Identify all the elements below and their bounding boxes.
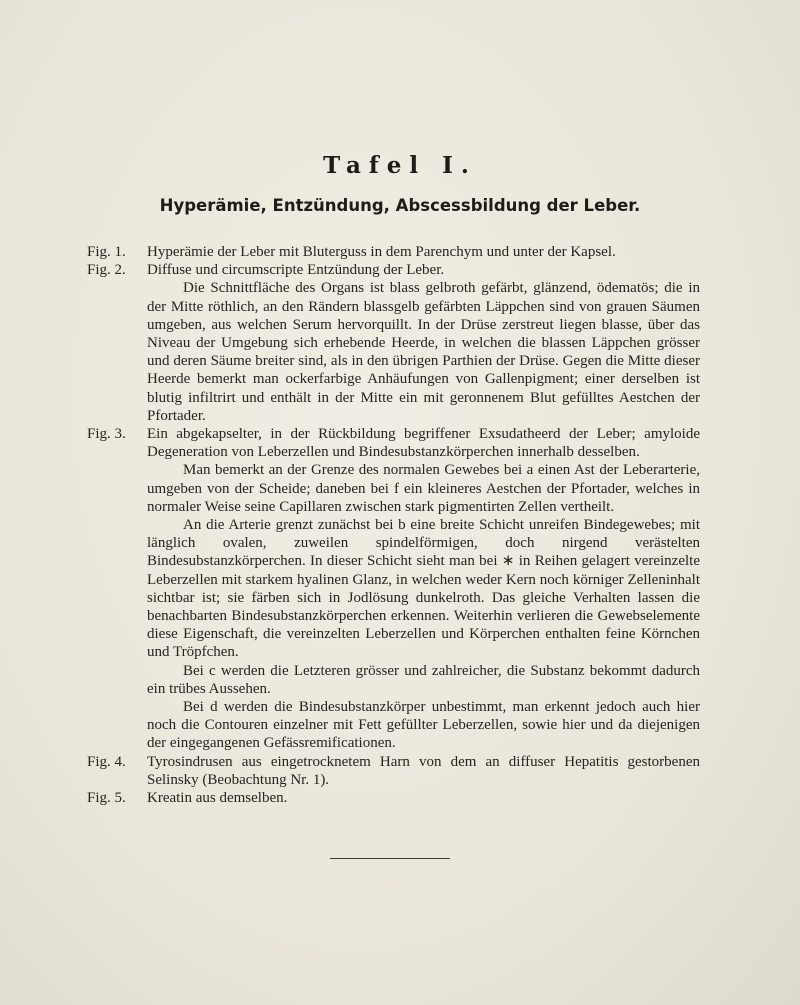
figure-caption: Tyrosindrusen aus eingetrocknetem Harn von dem an diffuser Hepatitis gestorbenen Selinsky (Beobachtung Nr. 1).	[147, 753, 700, 788]
figure-caption: Kreatin aus demselben.	[147, 790, 288, 807]
figure-label: Fig. 1.	[87, 244, 126, 260]
figure-entry-5	[87, 789, 700, 807]
figure-caption: Hyperämie der Leber mit Bluterguss in dem Parenchym und unter der Kapsel.	[147, 244, 616, 260]
figure-entry-1	[87, 243, 700, 261]
figure-description: Bei c werden die Letzteren grösser und zahlreicher, die Substanz bekommt dadurch ein trübes Aussehen.	[147, 662, 700, 697]
figure-caption: Ein abgekapselter, in der Rückbildung begriffener Exsudatheerd der Leber; amyloide Degeneration von Leberzellen und Bindesubstanzkörperchen innerhalb desselben.	[147, 426, 700, 461]
figure-label: Fig. 5.	[87, 790, 126, 807]
figure-list	[87, 243, 700, 807]
figure-label: Fig. 3.	[87, 426, 126, 443]
figure-label: Fig. 4.	[87, 753, 126, 770]
figure-caption: Diffuse und circumscripte Entzündung der Leber.	[147, 262, 445, 279]
plate-title: Tafel I.	[323, 152, 477, 179]
plate-subtitle: Hyperämie, Entzündung, Abscessbildung der Leber.	[159, 196, 641, 215]
figure-description: An die Arterie grenzt zunächst bei b eine breite Schicht unreifen Bindegewebes; mit länglich ovalen, zuweilen spindelförmigen, doch nirgend verästelten Bindesubstanzkörperchen. In dieser Schicht sieht man bei ∗ in Reihen gelagert vereinzelte Leberzellen mit starkem hyalinen Glanz, in welchen weder Kern noch körniger Zelleninhalt sichtbar ist; sie färben sich in Jodlösung dunkelroth. Das gleiche Verhalten lassen die benachbarten Bindesubstanzkörperchen erkennen. Weiterhin verlieren die Gewebselemente diese Eigenschaft, die vereinzelten Leberzellen und Körperchen enthalten feine Körnchen und Tröpfchen.	[147, 517, 700, 661]
figure-entry-2	[87, 261, 700, 425]
figure-label: Fig. 2.	[87, 262, 126, 279]
figure-entry-3	[87, 425, 700, 753]
figure-description: Man bemerkt an der Grenze des normalen Gewebes bei a einen Ast der Leberarterie, umgeben von der Scheide; daneben bei f ein kleineres Aestchen der Pfortader, welches in normaler Weise seine Capillaren zwischen stark pigmentirten Zellen vertheilt.	[147, 462, 700, 515]
figure-description: Die Schnittfläche des Organs ist blass gelbroth gefärbt, glänzend, ödematös; die in der Mitte röthlich, an den Rändern blassgelb gefärbten Läppchen sind von grauen Säumen umgeben, aus welchen Serum hervorquillt. In der Drüse zerstreut liegen blasse, über das Niveau der Umgebung sich erhebende Heerde, in welchen die blassen Läppchen grösser und deren Säume breiter sind, als in den übrigen Parthien der Drüse. Gegen die Mitte dieser Heerde bemerkt man ockerfarbige Anhäufungen von Gallenpigment; einer derselben ist blutig infiltrirt und enthält in der Mitte ein mit geronnenem Blut gefülltes Aestchen der Pfortader.	[147, 280, 700, 424]
figure-description: Bei d werden die Bindesubstanzkörper unbestimmt, man erkennt jedoch auch hier noch die Contouren einzelner mit Fett gefüllter Leberzellen, sowie hier und da diejenigen der eingegangenen Gefässremificationen.	[147, 699, 700, 752]
figure-entry-4	[87, 753, 700, 789]
closing-rule	[330, 858, 450, 859]
